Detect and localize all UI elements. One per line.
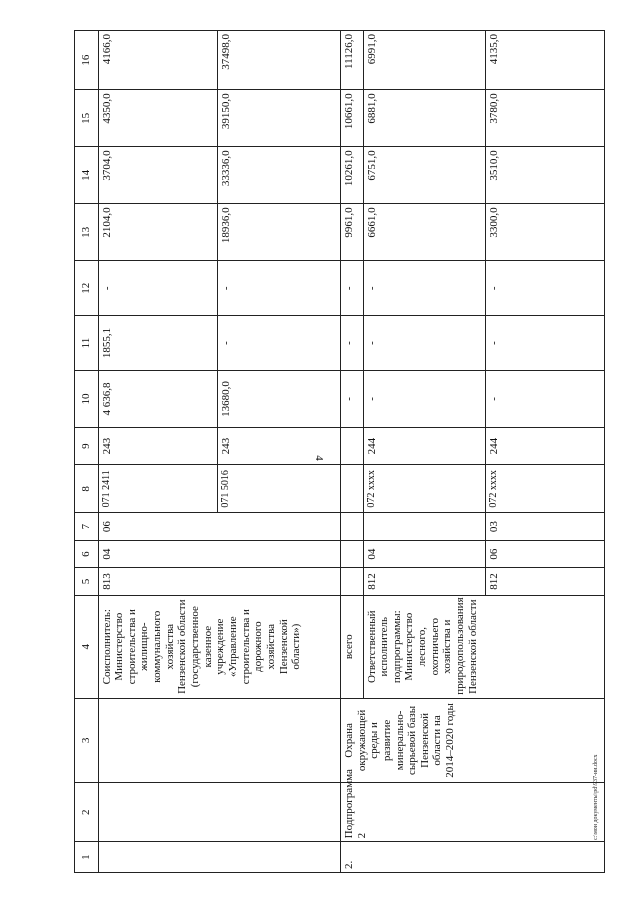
value-cell: - [363,261,486,316]
grbs-cell: 812 [486,568,605,595]
value-cell: 39150,0 [218,90,341,147]
value-cell: - [341,316,364,371]
value-cell: 6751,0 [363,147,486,204]
subprogram-name: Подпрограмма 2 [341,783,605,842]
vr-cell: 244 [363,427,486,464]
value-cell: - [363,316,486,371]
value-cell: 13680,0 [218,370,341,427]
csr-cell: 071 2411 [98,465,218,513]
grbs-cell: 812 [363,568,486,595]
value-cell: - [363,370,486,427]
value-cell: 33336,0 [218,147,341,204]
rz-cell: 04 [363,540,486,567]
value-cell: 4 636,8 [98,370,218,427]
vr-cell: 243 [98,427,218,464]
rz-cell: 06 [486,540,605,567]
value-cell: 3300,0 [486,204,605,261]
csr-cell: 072 хххх [363,465,486,513]
pr-cell: 06 [98,513,340,540]
value-cell: - [486,370,605,427]
value-cell: 18936,0 [218,204,341,261]
value-cell: 6661,0 [363,204,486,261]
value-cell: 3780,0 [486,90,605,147]
value-cell: 9961,0 [341,204,364,261]
budget-table-wrapper [74,30,605,873]
col-num: 11 [75,316,99,371]
pr-cell: 03 [486,513,605,540]
grbs-cell: 813 [98,568,340,595]
value-cell: 37498,0 [218,31,341,90]
value-cell: 1855,1 [98,316,218,371]
total-label: всего [341,595,364,698]
budget-table [74,30,605,873]
value-cell: 4350,0 [98,90,218,147]
value-cell: 10261,0 [341,147,364,204]
csr-cell: 071 5016 [218,465,341,513]
col-num: 14 [75,147,99,204]
value-cell: 2104,0 [98,204,218,261]
value-cell: 4135,0 [486,31,605,90]
value-cell: - [218,316,341,371]
col-num: 8 [75,465,99,513]
value-cell: - [486,261,605,316]
value-cell: 3510,0 [486,147,605,204]
col-num: 5 [75,568,99,595]
col-num: 15 [75,90,99,147]
value-cell: - [98,261,218,316]
rz-cell: 04 [98,540,340,567]
value-cell: 10661,0 [341,90,364,147]
value-cell: 4166,0 [98,31,218,90]
pr-cell [363,513,486,540]
subprogram-title: Охрана окружающей среды и развитие минерально-сырьевой базы Пензенской области на 2014–2020 годы [341,698,605,782]
page-number: 4 [312,455,325,461]
vr-cell: 243 [218,427,341,464]
value-cell: 11126,0 [341,31,364,90]
table-row [98,31,218,873]
col-num: 4 [75,595,99,698]
value-cell: 3704,0 [98,147,218,204]
col-num: 16 [75,31,99,90]
col-num: 2 [75,783,99,842]
value-cell: - [486,316,605,371]
file-path-footer: c:\мои документы\pd\937-ии.docx [593,754,599,840]
value-cell: 6881,0 [363,90,486,147]
col-num: 6 [75,540,99,567]
col-num: 1 [75,842,99,873]
col-num: 13 [75,204,99,261]
col-num: 10 [75,370,99,427]
col-num: 3 [75,698,99,782]
value-cell: 6991,0 [363,31,486,90]
table-row [341,31,364,873]
responsible-executor-cell: Ответственный исполнитель подпрограммы: Министерство лесного, охотничьего хозяйства и природопользования Пензенской области [363,595,605,698]
column-numbers-row [75,31,99,873]
value-cell: - [341,261,364,316]
value-cell: - [341,370,364,427]
vr-cell: 244 [486,427,605,464]
section-number: 2. [341,842,605,873]
col-num: 7 [75,513,99,540]
col-num: 12 [75,261,99,316]
co-executor-cell: Соисполнитель: Министерство строительства и жилищно-коммунального хозяйства Пензенской области (государственное казенное учреждение «Управление строительства и дорожного хозяйства Пензенской области») [98,595,340,698]
csr-cell: 072 хххх [486,465,605,513]
col-num: 9 [75,427,99,464]
value-cell: - [218,261,341,316]
